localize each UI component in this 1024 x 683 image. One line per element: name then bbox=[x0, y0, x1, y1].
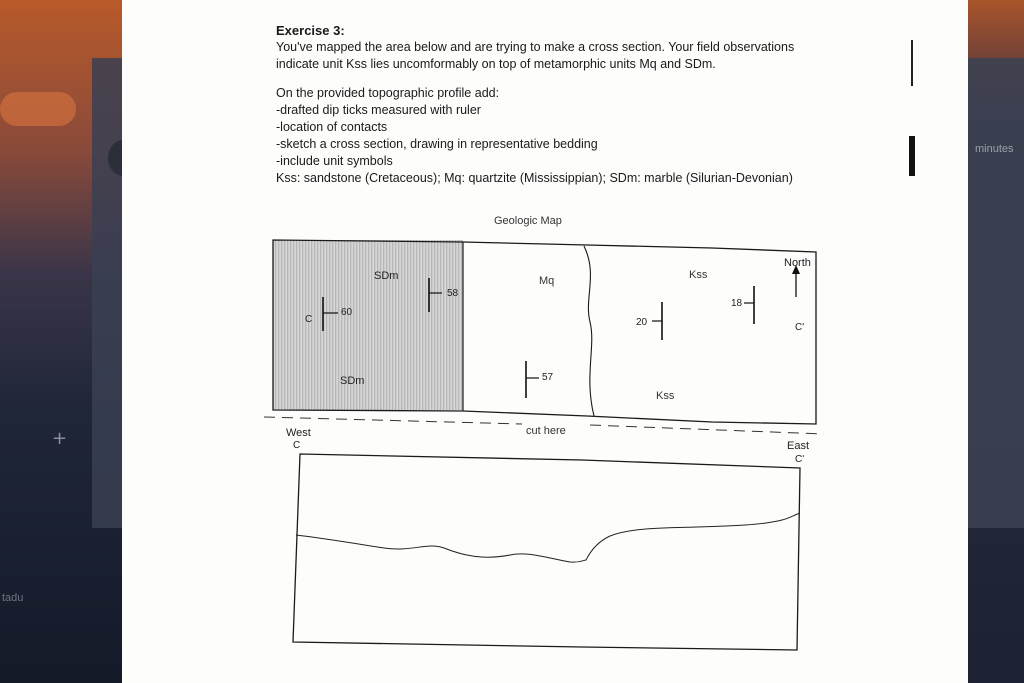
map-title: Geologic Map bbox=[494, 215, 562, 227]
label-c-left: C bbox=[305, 314, 313, 325]
dip-symbol-57 bbox=[526, 361, 539, 398]
exercise-title: Exercise 3: bbox=[276, 23, 345, 38]
cut-line-left bbox=[264, 417, 522, 424]
background-right-text: minutes bbox=[975, 143, 1014, 155]
dip-value-20: 20 bbox=[636, 317, 648, 328]
geologic-map bbox=[273, 240, 816, 424]
background-pill bbox=[0, 92, 76, 126]
dip-value-18: 18 bbox=[731, 298, 743, 309]
dip-symbol-20 bbox=[652, 302, 662, 340]
profile-east-c: C' bbox=[795, 454, 805, 465]
label-mq: Mq bbox=[539, 275, 555, 287]
north-arrow-icon bbox=[792, 265, 800, 297]
instruction-item: -location of contacts bbox=[276, 120, 388, 134]
background-panel-left bbox=[92, 58, 122, 528]
background-faded-text: tadu bbox=[2, 592, 24, 604]
background-glyph bbox=[909, 136, 915, 176]
map-and-profile-drawing bbox=[122, 0, 968, 683]
profile-box bbox=[293, 454, 800, 650]
contact-mq-kss bbox=[584, 246, 594, 416]
background-line bbox=[911, 40, 913, 86]
dip-value-60: 60 bbox=[341, 307, 353, 318]
label-sdm-bottom: SDm bbox=[340, 375, 365, 387]
dip-value-57: 57 bbox=[542, 372, 554, 383]
topographic-profile-line bbox=[296, 513, 800, 562]
instruction-item: -drafted dip ticks measured with ruler bbox=[276, 103, 481, 117]
label-kss-top: Kss bbox=[689, 269, 708, 281]
dip-value-58: 58 bbox=[447, 288, 459, 299]
label-north: North bbox=[784, 257, 811, 269]
cut-line-right bbox=[590, 425, 824, 434]
profile-west-label: West bbox=[286, 427, 311, 439]
document-page bbox=[122, 0, 968, 683]
intro-line-1: You've mapped the area below and are trying to make a cross section. Your field observations bbox=[276, 40, 795, 54]
instruction-item: -sketch a cross section, drawing in representative bedding bbox=[276, 137, 598, 151]
dip-symbol-18 bbox=[744, 286, 754, 324]
unit-legend: Kss: sandstone (Cretaceous); Mq: quartzite (Mississippian); SDm: marble (Silurian-Devonian) bbox=[276, 171, 793, 185]
topographic-profile bbox=[286, 427, 809, 650]
instructions-heading: On the provided topographic profile add: bbox=[276, 86, 500, 100]
add-icon[interactable]: + bbox=[52, 428, 68, 449]
label-kss-bottom: Kss bbox=[656, 390, 675, 402]
label-c-right: C' bbox=[795, 322, 805, 333]
profile-west-c: C bbox=[293, 440, 301, 451]
cut-here-label: cut here bbox=[526, 425, 566, 437]
intro-line-2: indicate unit Kss lies uncomformably on top of metamorphic units Mq and SDm. bbox=[276, 57, 716, 71]
profile-east-label: East bbox=[787, 440, 810, 452]
label-sdm-top: SDm bbox=[374, 270, 399, 282]
instruction-item: -include unit symbols bbox=[276, 154, 393, 168]
background-panel-right bbox=[968, 58, 1024, 528]
